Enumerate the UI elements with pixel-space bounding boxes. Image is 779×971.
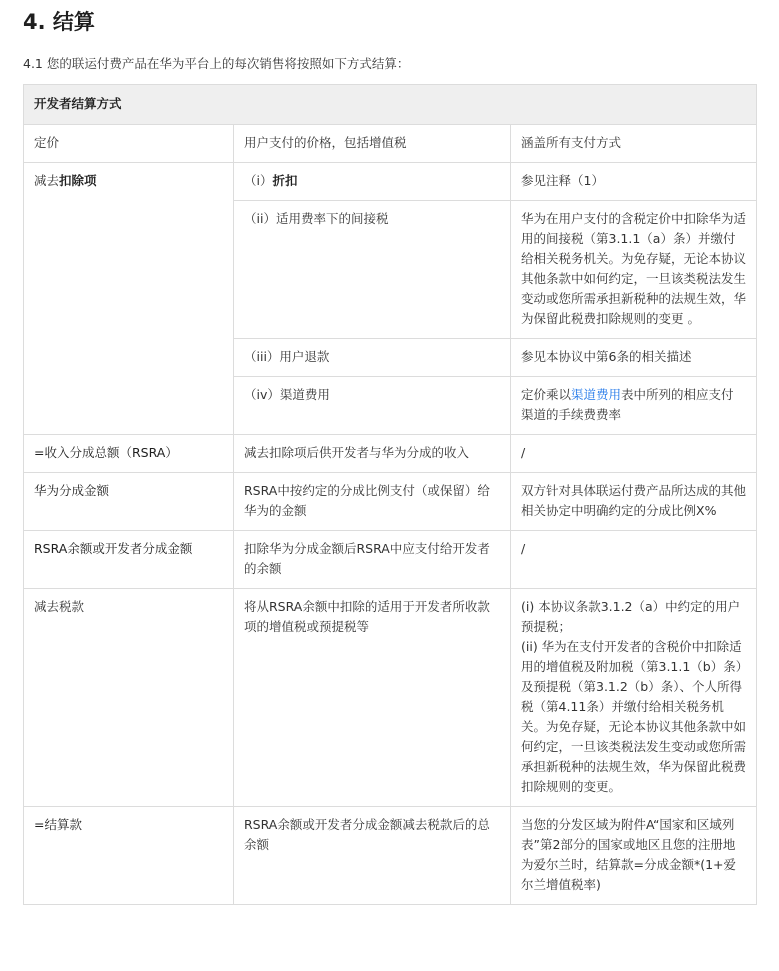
settlement-note: 当您的分发区域为附件A“国家和区域列表”第2部分的国家或地区且您的注册地为爱尔兰时，结算款=分成金额*(1+爱尔兰增值税率) xyxy=(511,807,757,905)
deduction-discount-label xyxy=(234,163,511,201)
settlement-label: =结算款 xyxy=(24,807,234,905)
tax-description: 将从RSRA余额中扣除的适用于开发者所收款项的增值税或预提税等 xyxy=(234,589,511,807)
rsra-label: =收入分成总额（RSRA） xyxy=(24,435,234,473)
developer-share-note: / xyxy=(511,531,757,589)
settlement-description: RSRA余额或开发者分成金额减去税款后的总余额 xyxy=(234,807,511,905)
table-row-deduction-discount xyxy=(24,163,757,201)
table-header-row xyxy=(24,85,757,125)
channel-fee-note-prefix: 定价乘以 xyxy=(521,387,572,402)
deduction-label xyxy=(24,163,234,435)
huawei-share-note: 双方针对具体联运付费产品所达成的其他相关协定中明确约定的分成比例X% xyxy=(511,473,757,531)
rsra-description: 减去扣除项后供开发者与华为分成的收入 xyxy=(234,435,511,473)
table-row-rsra xyxy=(24,435,757,473)
deduction-indirect-tax-note: 华为在用户支付的含税定价中扣除华为适用的间接税（第3.1.1（a）条）并缴付给相关税务机关。为免存疑，无论本协议其他条款中如何约定，一旦该类税法发生变动或您所需承担新税种的法规生效，华为保留此税费扣除规则的变更 。 xyxy=(511,201,757,339)
deduction-channel-fee-note xyxy=(511,377,757,435)
tax-note xyxy=(511,589,757,807)
deduction-label-bold: 扣除项 xyxy=(59,173,97,188)
developer-share-label: RSRA余额或开发者分成金额 xyxy=(24,531,234,589)
deduction-indirect-tax-label: （ii）适用费率下的间接税 xyxy=(234,201,511,339)
price-description: 用户支付的价格，包括增值税 xyxy=(234,125,511,163)
deduction-refund-note: 参见本协议中第6条的相关描述 xyxy=(511,339,757,377)
tax-label: 减去税款 xyxy=(24,589,234,807)
tax-note-item-2: (ii) 华为在支付开发者的含税价中扣除适用的增值税及附加税（第3.1.1（b）条）及预提税（第3.1.2（b）条）、个人所得税（第4.11条）并缴付给相关税务机关。为免存疑，无论本协议其他条款中如何约定，一旦该类税法发生变动或您所需承担新税种的法规生效，华为保留此税费扣除规则的变更。 xyxy=(521,639,747,794)
price-note: 涵盖所有支付方式 xyxy=(511,125,757,163)
channel-fee-link[interactable]: 渠道费用 xyxy=(571,387,622,402)
huawei-share-label: 华为分成金额 xyxy=(24,473,234,531)
section-title: 4. 结算 xyxy=(23,10,95,34)
table-row-tax xyxy=(24,589,757,807)
channel-fee-note-suffix: 表中所列的相应支付渠道的手续费费率 xyxy=(521,387,734,422)
table-row-developer-share xyxy=(24,531,757,589)
deduction-discount-note: 参见注释（1） xyxy=(511,163,757,201)
huawei-share-description: RSRA中按约定的分成比例支付（或保留）给华为的金额 xyxy=(234,473,511,531)
deduction-discount-prefix: （i） xyxy=(244,173,273,188)
developer-share-description: 扣除华为分成金额后RSRA中应支付给开发者的余额 xyxy=(234,531,511,589)
deduction-refund-label: （iii）用户退款 xyxy=(234,339,511,377)
table-header: 开发者结算方式 xyxy=(24,85,757,125)
deduction-label-prefix: 减去 xyxy=(34,173,60,188)
table-row-huawei-share xyxy=(24,473,757,531)
deduction-discount-bold: 折扣 xyxy=(272,173,298,188)
table-row-price xyxy=(24,125,757,163)
deduction-channel-fee-label: （iv）渠道费用 xyxy=(234,377,511,435)
price-label: 定价 xyxy=(24,125,234,163)
table-row-settlement xyxy=(24,807,757,905)
rsra-note: / xyxy=(511,435,757,473)
tax-note-item-1: (i) 本协议条款3.1.2（a）中约定的用户预提税； xyxy=(521,599,741,634)
settlement-table xyxy=(23,84,757,905)
section-intro: 4.1 您的联运付费产品在华为平台上的每次销售将按照如下方式结算： xyxy=(23,56,410,71)
